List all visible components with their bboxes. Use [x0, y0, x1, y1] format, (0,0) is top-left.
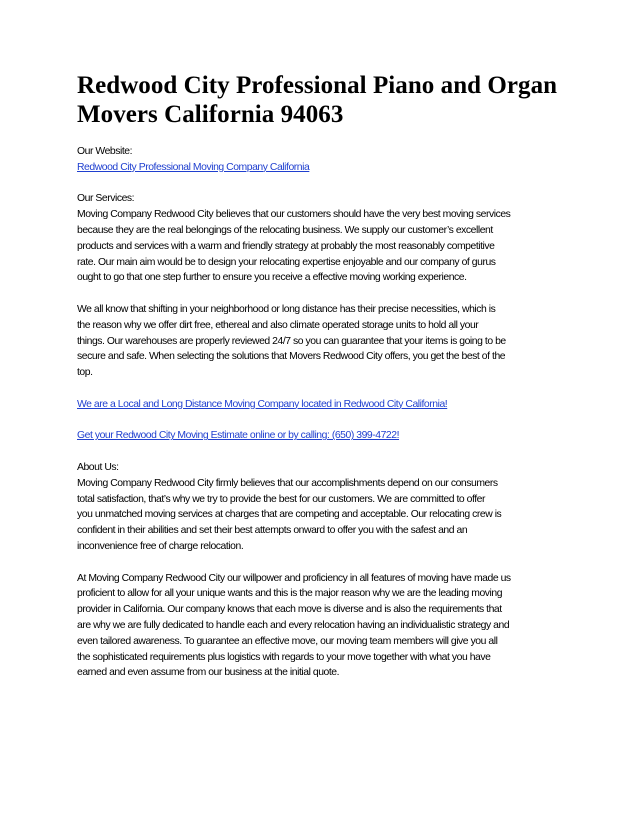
services-paragraph-1 [77, 191, 565, 286]
text-line: Moving Company Redwood City firmly believes that our accomplishments depend on our consumers [77, 477, 498, 489]
text-line: inconvenience free of charge relocation. [77, 540, 244, 552]
page-title [77, 71, 565, 129]
moving-estimate-link[interactable]: Get your Redwood City Moving Estimate online or by calling: (650) 399-4722! [77, 430, 400, 442]
text-line: because they are the real belongings of the relocating business. We supply our customer’s excellent [77, 224, 493, 236]
text-line: We all know that shifting in your neighborhood or long distance has their precise necessities, which is [77, 303, 496, 315]
text-line: provider in California. Our company knows that each move is diverse and is also the requirements that [77, 604, 502, 616]
text-line: earned and even assume from our business at the initial quote. [77, 667, 340, 679]
services-label: Our Services: [77, 193, 135, 205]
local-link-section [77, 397, 565, 413]
text-line: confident in their abilities and set their best attempts onward to offer you with the safest and an [77, 525, 468, 537]
title-line: Redwood City Professional Piano and Organ [77, 72, 558, 99]
text-line: Moving Company Redwood City believes that our customers should have the very best moving services [77, 209, 511, 221]
estimate-link-section [77, 428, 565, 444]
text-line: things. Our warehouses are properly reviewed 24/7 so you can guarantee that your items is going to be [77, 335, 506, 347]
about-paragraph-2 [77, 571, 565, 682]
website-link[interactable]: Redwood City Professional Moving Company California [77, 161, 310, 173]
text-line: are why we are fully dedicated to handle each and every relocation having an individualistic strategy and [77, 619, 510, 631]
website-section [77, 144, 565, 176]
text-line: proficient to allow for all your unique wants and this is the major reason why we are the leading moving [77, 588, 503, 600]
text-line: you unmatched moving services at charges that are competing and acceptable. Our relocating crew is [77, 509, 502, 521]
local-moving-link[interactable]: We are a Local and Long Distance Moving Company located in Redwood City California! [77, 398, 448, 410]
text-line: the sophisticated requirements plus logistics with regards to your move together with what you have [77, 651, 491, 663]
about-paragraph-1 [77, 460, 565, 555]
about-label: About Us: [77, 461, 119, 473]
text-line: products and services with a warm and friendly strategy at probably the most reasonably competitive [77, 240, 495, 252]
services-paragraph-2 [77, 302, 565, 381]
text-line: the reason why we offer dirt free, ethereal and also climate operated storage units to hold all your [77, 319, 479, 331]
text-line: top. [77, 367, 93, 379]
website-label: Our Website: [77, 146, 133, 157]
title-line: Movers California 94063 [77, 101, 344, 128]
text-line: total satisfaction, that’s why we try to provide the best for our customers. We are committed to offer [77, 493, 486, 505]
document-page [77, 71, 565, 697]
text-line: ought to go that one step further to ensure you receive a effective moving working experience. [77, 272, 467, 284]
document-body [77, 144, 565, 681]
text-line: secure and safe. When selecting the solutions that Movers Redwood City offers, you get the best of the [77, 351, 506, 363]
text-line: At Moving Company Redwood City our willpower and proficiency in all features of moving have made us [77, 572, 511, 584]
text-line: even tailored awareness. To guarantee an effective move, our moving team members will give you all [77, 635, 498, 647]
text-line: rate. Our main aim would be to design your relocating expertise enjoyable and our company of gurus [77, 256, 496, 268]
